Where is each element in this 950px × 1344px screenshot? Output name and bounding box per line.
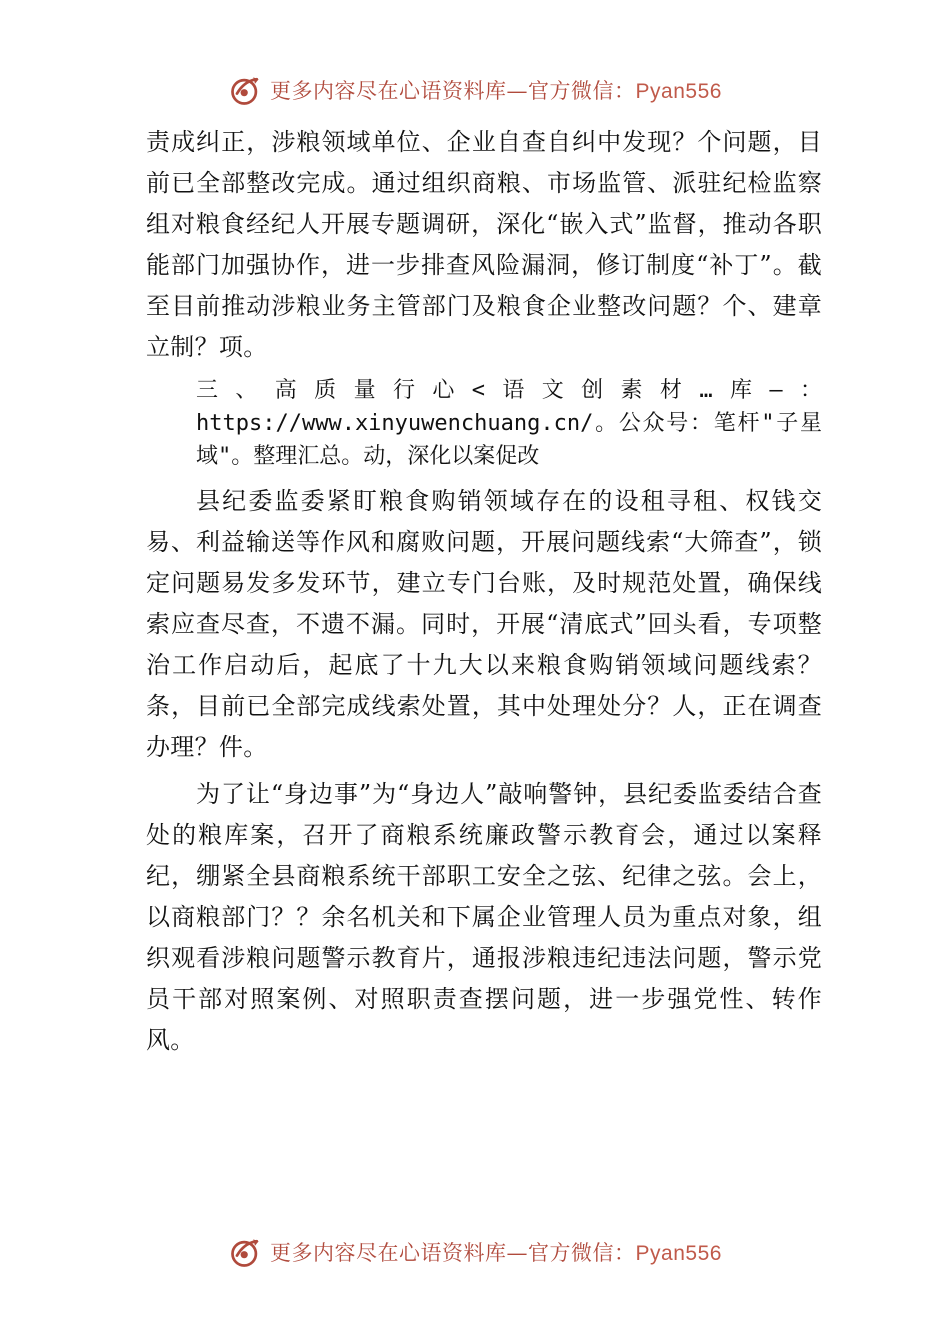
paragraph-rectification: 责成纠正，涉粮领域单位、企业自查自纠中发现？个问题，目前已全部整改完成。通过组织商粮、市场监管、派驻纪检监察组对粮食经纪人开展专题调研，深化“嵌入式”监督，推动各职能部门加强协作，进一步排查风险漏洞，修订制度“补丁”。截至目前推动涉粮业务主管部门及粮食企业整改问题？个、建章立制？项。	[146, 128, 822, 361]
footer-watermark-banner	[0, 1232, 950, 1272]
paragraph-clue-screening: 县纪委监委紧盯粮食购销领域存在的设租寻租、权钱交易、利益输送等作风和腐败问题，开展问题线索“大筛查”，锁定问题易发多发环节，建立专门台账，及时规范处置，确保线索应查尽查，不遗不漏。同时，开展“清底式”回头看，专项整治工作启动后，起底了十九大以来粮食购销领域问题线索？条，目前已全部完成线索处置，其中处理处分？人，正在调查办理？件。	[146, 487, 822, 761]
brand-logo-icon	[228, 72, 264, 108]
banner-label: 更多内容尽在心语资料库—官方微信：	[270, 1241, 636, 1265]
section-heading-three: 三、高质量行心<语文创素材…库—：https://www.xinyuwenchuang.cn/。公众号：笔杆"子星域"。整理汇总。动，深化以案促改	[196, 378, 822, 469]
paragraph-warning-education: 为了让“身边事”为“身边人”敲响警钟，县纪委监委结合查处的粮库案，召开了商粮系统廉政警示教育会，通过以案释纪，绷紧全县商粮系统干部职工安全之弦、纪律之弦。会上，以商粮部门？？余名机关和下属企业管理人员为重点对象，组织观看涉粮问题警示教育片，通报涉粮违纪违法问题，警示党员干部对照案例、对照职责查摆问题，进一步强党性、转作风。	[146, 780, 822, 1054]
banner-text	[270, 75, 722, 105]
wechat-id: Pyan556	[635, 1242, 722, 1265]
banner-text	[270, 1237, 722, 1267]
document-body	[146, 122, 822, 1061]
wechat-id: Pyan556	[635, 80, 722, 103]
header-watermark-banner	[0, 70, 950, 110]
brand-logo-icon	[228, 1234, 264, 1270]
banner-label: 更多内容尽在心语资料库—官方微信：	[270, 79, 636, 103]
